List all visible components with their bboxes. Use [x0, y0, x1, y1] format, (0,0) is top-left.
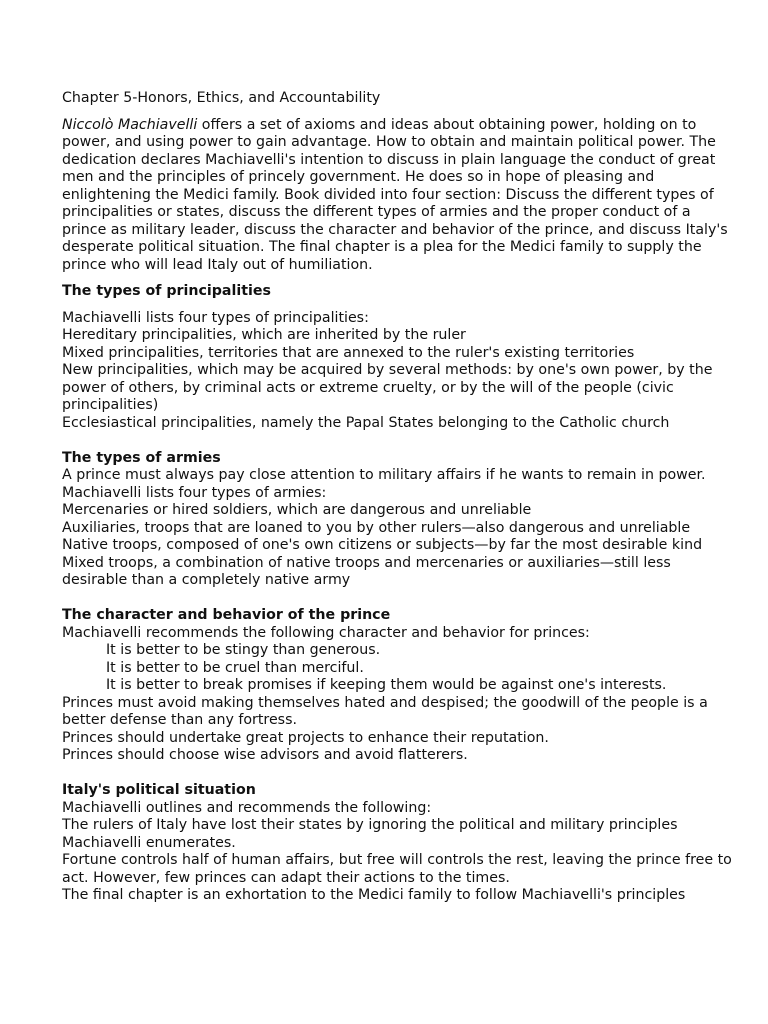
character-indented-line: It is better to break promises if keeping them would be against one's interests. [106, 677, 667, 693]
intro-paragraph [62, 117, 734, 275]
author-name: Niccolò Machiavelli [62, 116, 198, 133]
armies-line: Auxiliaries, troops that are loaned to you by other rulers—also dangerous and unreliable [62, 519, 691, 536]
italy-line: The rulers of Italy have lost their states by ignoring the political and military principles Machiavelli enumerates. [62, 817, 678, 851]
section-spacer [62, 590, 734, 608]
principalities-line: New principalities, which may be acquired by several methods: by one's own power, by the power of others, by criminal acts or extreme cruelty, or by the will of the people (civic principalities) [62, 362, 713, 413]
armies-line: A prince must always pay close attention to military affairs if he wants to remain in power. Machiavelli lists four types of armies: [62, 467, 706, 501]
principalities-line: Ecclesiastical principalities, namely the Papal States belonging to the Catholic church [62, 414, 670, 431]
character-line: Princes must avoid making themselves hated and despised; the goodwill of the people is a better defense than any fortress. [62, 694, 708, 728]
italy-line: Machiavelli outlines and recommends the following: [62, 799, 432, 816]
character-line: Princes should choose wise advisors and avoid flatterers. [62, 747, 468, 763]
principalities-line: Machiavelli lists four types of principalities: [62, 309, 369, 326]
section-spacer [62, 765, 734, 783]
chapter-title: Chapter 5-Honors, Ethics, and Accountability [62, 90, 381, 106]
intro-text: offers a set of axioms and ideas about obtaining power, holding on to power, and using power to gain advantage. How to obtain and maintain political power. The dedication declares Machiavelli's intention to discuss in plain language the conduct of great men and the principles of princely government. He does so in hope of pleasing and enlightening the Medici family. Book divided into four section: Discuss the different types of principalities or states, discuss the different types of armies and the proper conduct of a prince as military leader, discuss the character and behavior of the prince, and discuss Italy's desperate political situation. The final chapter is a plea for the Medici family to supply the prince who will lead Italy out of humiliation. [62, 116, 728, 273]
document-body [62, 90, 734, 905]
italy-line: Fortune controls half of human affairs, but free will controls the rest, leaving the prince free to act. However, few princes can adapt their actions to the times. [62, 852, 732, 886]
italy-heading: Italy's political situation [62, 782, 256, 798]
character-heading: The character and behavior of the prince [62, 607, 391, 623]
character-indented-line: It is better to be cruel than merciful. [106, 659, 364, 676]
armies-line: Mixed troops, a combination of native troops and mercenaries or auxiliaries—still less desirable than a completely native army [62, 554, 671, 588]
character-intro: Machiavelli recommends the following character and behavior for princes: [62, 624, 590, 641]
section-spacer [62, 432, 734, 450]
armies-line: Native troops, composed of one's own citizens or subjects—by far the most desirable kind [62, 537, 703, 553]
italy-line: The final chapter is an exhortation to the Medici family to follow Machiavelli's principles [62, 887, 686, 903]
character-indented-line: It is better to be stingy than generous. [106, 642, 381, 658]
principalities-line: Mixed principalities, territories that are annexed to the ruler's existing territories [62, 344, 635, 361]
armies-line: Mercenaries or hired soldiers, which are dangerous and unreliable [62, 502, 532, 518]
armies-heading: The types of armies [62, 449, 221, 466]
principalities-heading: The types of principalities [62, 283, 271, 299]
character-line: Princes should undertake great projects to enhance their reputation. [62, 729, 549, 746]
principalities-line: Hereditary principalities, which are inherited by the ruler [62, 327, 466, 343]
